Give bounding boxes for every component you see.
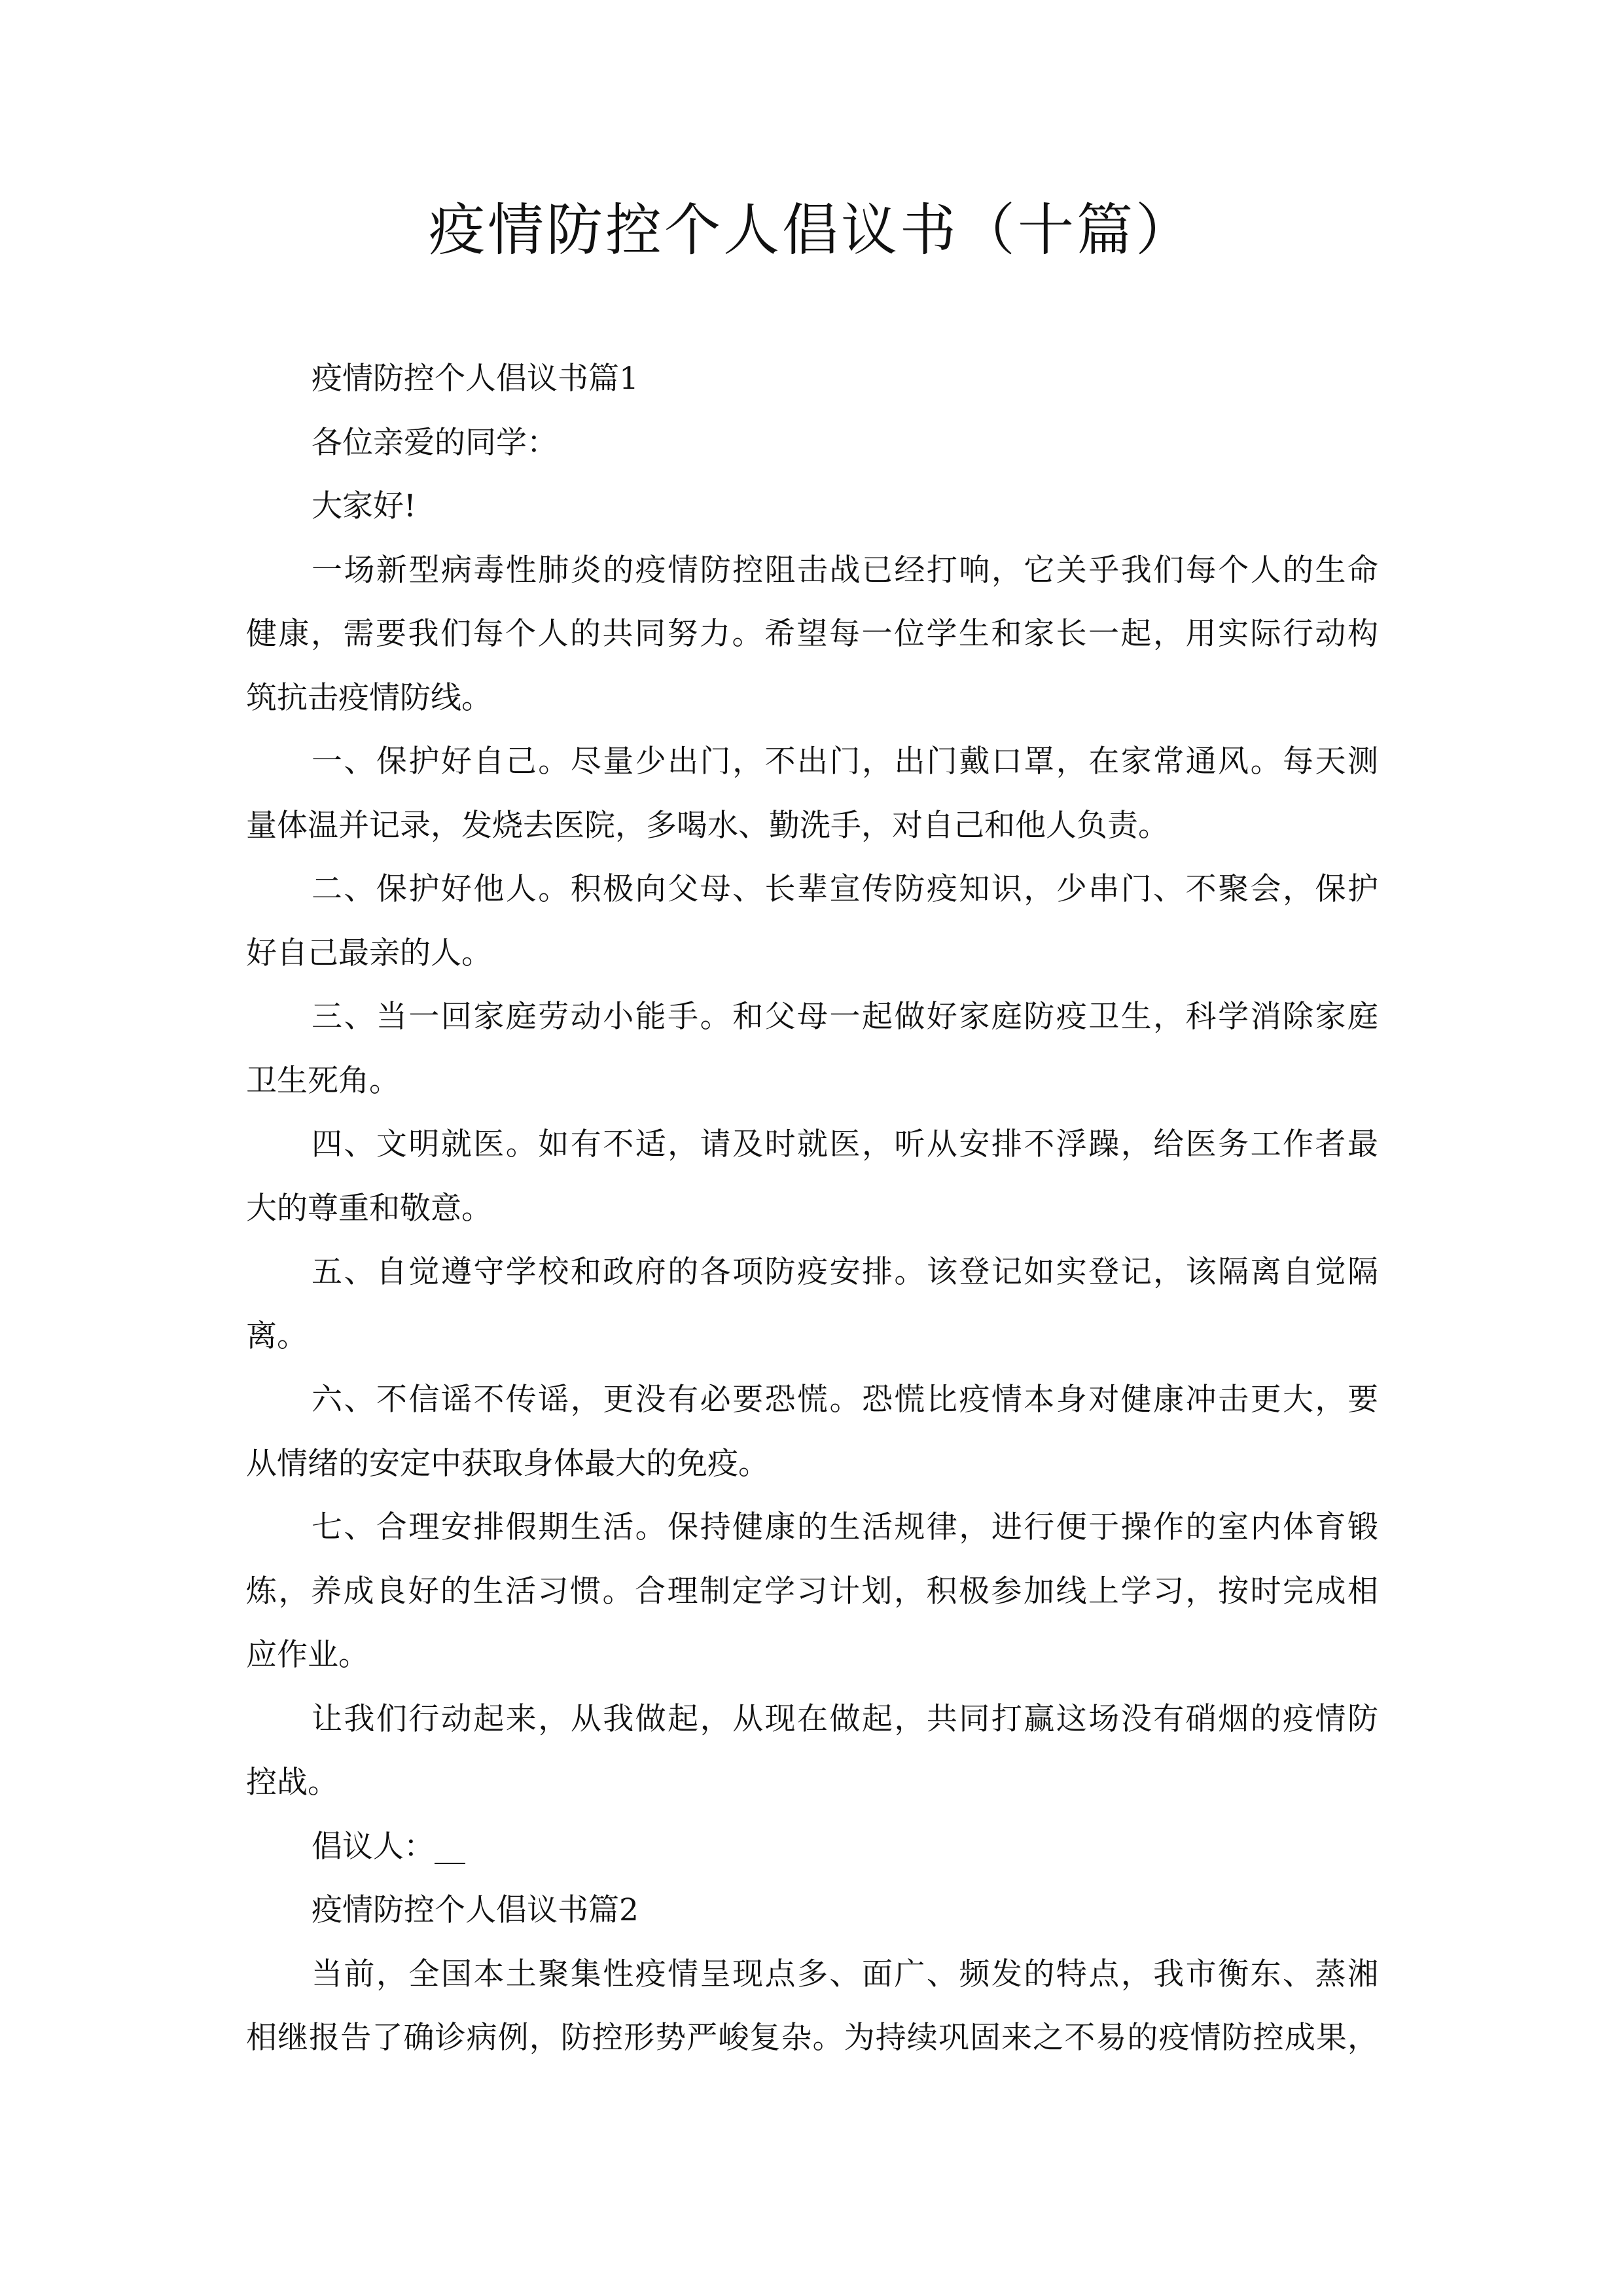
paragraph-line: 卫生死角。 (246, 1062, 400, 1099)
paragraph-line: 让我们行动起来，从我做起，从现在做起，共同打赢这场没有硝烟的疫情防 (312, 1700, 1378, 1737)
paragraph-line: 健康，需要我们每个人的共同努力。希望每一位学生和家长一起，用实际行动构 (246, 616, 1378, 652)
paragraph-line: 当前，全国本土聚集性疫情呈现点多、面广、频发的特点，我市衡东、蒸湘 (312, 1956, 1378, 1992)
paragraph-line: 从情绪的安定中获取身体最大的免疫。 (246, 1445, 769, 1482)
paragraph-line: 筑抗击疫情防线。 (246, 679, 492, 716)
paragraph-line: 三、当一回家庭劳动小能手。和父母一起做好家庭防疫卫生，科学消除家庭 (312, 999, 1378, 1035)
paragraph-line: 量体温并记录，发烧去医院，多喝水、勤洗手，对自己和他人负责。 (246, 807, 1169, 844)
paragraph-line: 大的尊重和敬意。 (246, 1190, 492, 1227)
section-heading-2: 疫情防控个人倡议书篇2 (312, 1892, 639, 1928)
salutation: 各位亲爱的同学： (312, 424, 558, 461)
document-title: 疫情防控个人倡议书（十篇） (429, 198, 1194, 263)
signatory-line: 倡议人：__ (312, 1828, 465, 1865)
document-body (246, 347, 1378, 2070)
paragraph-line: 控战。 (246, 1765, 338, 1801)
paragraph-line: 离。 (246, 1318, 308, 1354)
paragraph-line: 一场新型病毒性肺炎的疫情防控阻击战已经打响，它关乎我们每个人的生命 (312, 552, 1378, 588)
paragraph-line: 五、自觉遵守学校和政府的各项防疫安排。该登记如实登记，该隔离自觉隔 (312, 1254, 1378, 1290)
paragraph-line: 六、不信谣不传谣，更没有必要恐慌。恐慌比疫情本身对健康冲击更大，要 (312, 1382, 1378, 1418)
paragraph-line: 相继报告了确诊病例，防控形势严峻复杂。为持续巩固来之不易的疫情防控成果， (246, 2020, 1378, 2056)
paragraph-line: 七、合理安排假期生活。保持健康的生活规律，进行便于操作的室内体育锻 (312, 1509, 1378, 1545)
paragraph-line: 炼，养成良好的生活习惯。合理制定学习计划，积极参加线上学习，按时完成相 (246, 1573, 1378, 1609)
paragraph-line: 一、保护好自己。尽量少出门，不出门，出门戴口罩，在家常通风。每天测 (312, 744, 1378, 780)
paragraph-line: 二、保护好他人。积极向父母、长辈宣传防疫知识，少串门、不聚会，保护 (312, 871, 1378, 907)
paragraph-line: 好自己最亲的人。 (246, 935, 492, 971)
section-heading-1: 疫情防控个人倡议书篇1 (312, 361, 639, 397)
greeting: 大家好! (312, 488, 416, 524)
paragraph-line: 应作业。 (246, 1637, 369, 1673)
paragraph-line: 四、文明就医。如有不适，请及时就医，听从安排不浮躁，给医务工作者最 (312, 1126, 1378, 1162)
